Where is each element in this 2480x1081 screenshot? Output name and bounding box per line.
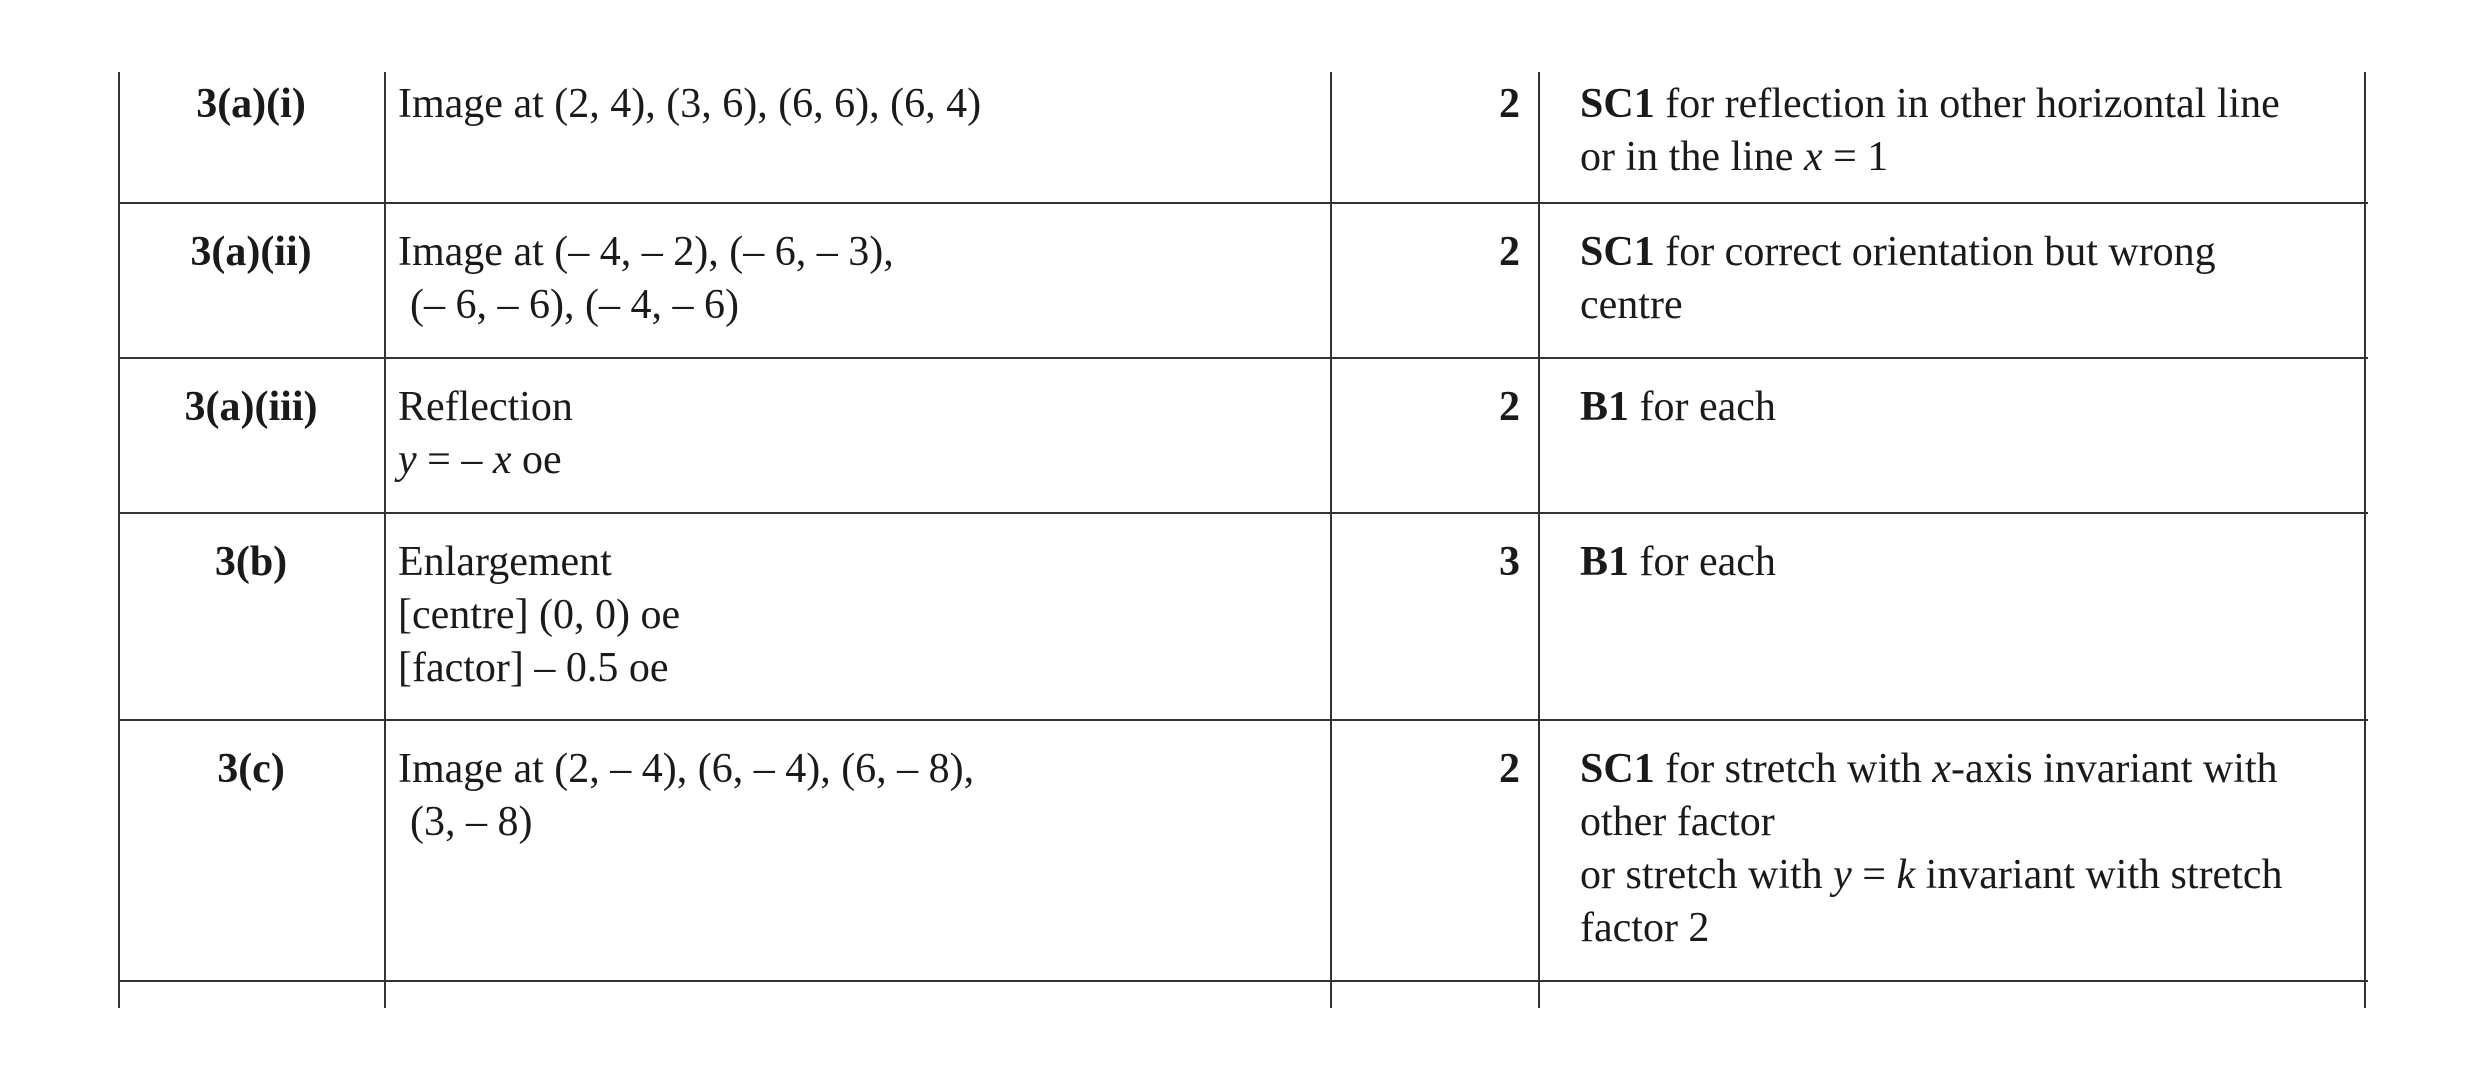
guidance-cell: [1560, 357, 2360, 512]
answer-cell: [398, 72, 1328, 202]
guidance-cell: [1560, 202, 2360, 357]
mark-scheme-table: [118, 72, 2368, 1008]
marks-value: 2: [1499, 81, 1520, 127]
question-number: 3(a)(i): [196, 81, 306, 127]
guidance-text: -axis invariant with: [1950, 746, 2278, 792]
marks-cell: [1330, 512, 1538, 719]
marks-value: 2: [1499, 229, 1520, 275]
table-row: [118, 202, 2368, 357]
answer-variable: x: [492, 437, 512, 483]
guidance-code: B1: [1580, 539, 1630, 585]
guidance-text: or in the line: [1580, 134, 1804, 180]
guidance-text: or stretch with: [1580, 852, 1834, 898]
table-row: [118, 719, 2368, 980]
guidance-text: for each: [1629, 384, 1776, 430]
question-number: 3(c): [217, 746, 285, 792]
row-divider: [118, 980, 2368, 982]
answer-line: [factor] – 0.5 oe: [398, 645, 669, 691]
guidance-cell: [1560, 719, 2360, 980]
question-number: 3(a)(iii): [184, 384, 318, 430]
guidance-text: centre: [1580, 282, 1683, 328]
answer-line: Image at (– 4, – 2), (– 6, – 3),: [398, 229, 894, 275]
guidance-code: B1: [1580, 384, 1630, 430]
answer-line: Enlargement: [398, 539, 612, 585]
guidance-variable: x: [1803, 134, 1823, 180]
table-row: [118, 72, 2368, 202]
guidance-variable: x: [1932, 746, 1951, 792]
guidance-text: factor 2: [1580, 905, 1710, 951]
answer-line: Reflection: [398, 384, 573, 430]
marks-value: 3: [1499, 539, 1520, 585]
question-number: 3(b): [214, 539, 288, 585]
guidance-text: = 1: [1822, 134, 1889, 180]
marks-cell: [1330, 357, 1538, 512]
guidance-cell: [1560, 512, 2360, 719]
guidance-text: invariant with stretch: [1915, 852, 2283, 898]
answer-cell: [398, 512, 1328, 719]
answer-line: [centre] (0, 0) oe: [398, 592, 681, 638]
table-row: [118, 357, 2368, 512]
answer-line: (– 6, – 6), (– 4, – 6): [410, 282, 739, 328]
marks-cell: [1330, 72, 1538, 202]
guidance-text: for correct orientation but wrong: [1654, 229, 2216, 275]
marks-cell: [1330, 202, 1538, 357]
guidance-text: for each: [1629, 539, 1776, 585]
guidance-code: SC1: [1580, 229, 1655, 275]
marks-value: 2: [1499, 746, 1520, 792]
answer-line: (3, – 8): [410, 799, 533, 845]
marks-cell: [1330, 719, 1538, 980]
answer-text: oe: [511, 437, 562, 483]
answer-cell: [398, 719, 1328, 980]
question-number: 3(a)(ii): [190, 229, 312, 275]
guidance-text: =: [1851, 852, 1897, 898]
guidance-variable: y: [1833, 852, 1852, 898]
guidance-text: for stretch with: [1654, 746, 1933, 792]
answer-cell: [398, 357, 1328, 512]
answer-text: = –: [416, 437, 493, 483]
guidance-code: SC1: [1580, 746, 1655, 792]
answer-cell: [398, 202, 1328, 357]
answer-line: Image at (2, 4), (3, 6), (6, 6), (6, 4): [398, 81, 982, 127]
guidance-text: for reflection in other horizontal line: [1654, 81, 2280, 127]
guidance-code: SC1: [1580, 81, 1655, 127]
guidance-variable: k: [1896, 852, 1916, 898]
table-row: [118, 512, 2368, 719]
guidance-text: other factor: [1580, 799, 1775, 845]
answer-variable: y: [398, 437, 417, 483]
answer-line: Image at (2, – 4), (6, – 4), (6, – 8),: [398, 746, 975, 792]
guidance-cell: [1560, 72, 2360, 202]
marks-value: 2: [1499, 384, 1520, 430]
